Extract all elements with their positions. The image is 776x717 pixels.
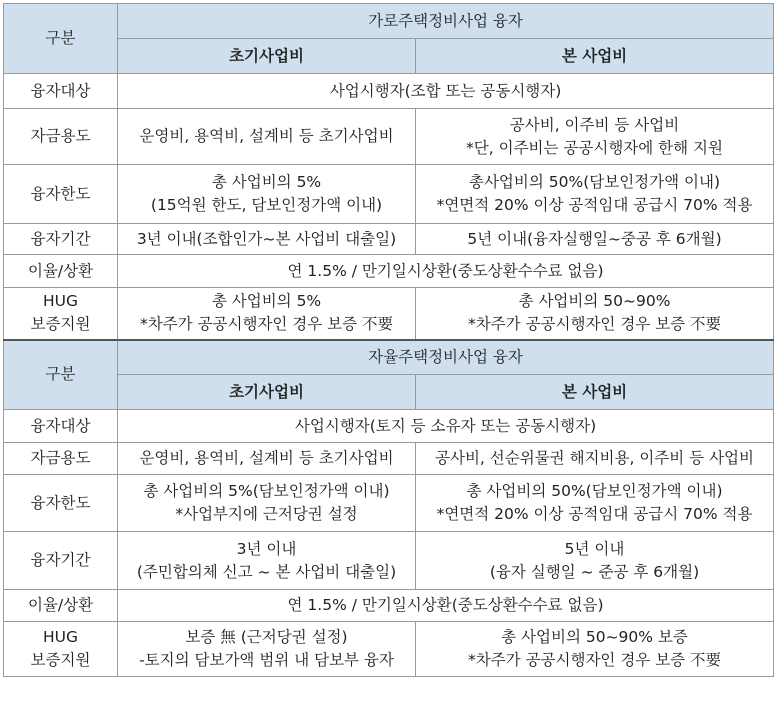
merged-cell (118, 74, 774, 109)
cell-line: 이율/상환 (27, 596, 94, 614)
table-row (4, 622, 774, 677)
cell-line: *연면적 20% 이상 공적임대 공급시 70% 적용 (436, 196, 753, 214)
initial-cost-cell (118, 224, 416, 255)
initial-cost-cell (118, 622, 416, 677)
cell-line: 총사업비의 50%(담보인정가액 이내) (468, 173, 721, 191)
cell-line: *단, 이주비는 공공시행자에 한해 지원 (466, 138, 723, 157)
row-label (4, 165, 118, 224)
cell-line: 융자한도 (30, 493, 91, 512)
initial-cost-cell (118, 532, 416, 590)
cell-line: 3년 이내 (236, 539, 297, 558)
column-header-row (4, 375, 774, 410)
cell-line: *사업부지에 근저당권 설정 (175, 505, 358, 523)
row-label (4, 109, 118, 165)
column-header-main: 본 사업비 (416, 39, 774, 74)
loan-comparison-table (3, 3, 774, 677)
cell-line: 이율/상환 (27, 261, 94, 280)
cell-line: -토지의 담보가액 범위 내 담보부 융자 (139, 651, 394, 669)
cell-line: 보증지원 (30, 651, 91, 669)
cell-line: (주민합의체 신고 ~ 본 사업비 대출일) (136, 562, 397, 581)
initial-cost-cell (118, 165, 416, 224)
cell-line: (융자 실행일 ~ 준공 후 6개월) (489, 562, 700, 581)
column-header-initial: 초기사업비 (118, 375, 416, 410)
section-title: 가로주택정비사업 융자 (118, 4, 774, 39)
initial-cost-cell (118, 443, 416, 475)
cell-line: 5년 이내 (564, 539, 625, 558)
cell-line: 보증지원 (30, 315, 91, 334)
cell-line: 자금용도 (30, 449, 91, 467)
cell-line: HUG (42, 292, 78, 311)
row-label (4, 255, 118, 288)
table-row (4, 109, 774, 165)
main-cost-cell (416, 165, 774, 224)
cell-line: 총 사업비의 50~90% 보증 (501, 628, 688, 646)
cell-line: *차주가 공공시행자인 경우 보증 不要 (467, 651, 722, 669)
main-cost-cell (416, 532, 774, 590)
cell-line: *차주가 공공시행자인 경우 보증 不要 (467, 315, 722, 334)
initial-cost-cell (118, 475, 416, 532)
cell-line: HUG (42, 628, 78, 646)
corner-cell: 구분 (4, 4, 118, 74)
cell-line: 총 사업비의 5% (211, 292, 322, 311)
cell-line: 연 1.5% / 만기일시상환(중도상환수수료 없음) (287, 261, 604, 280)
section-header-row (4, 340, 774, 375)
row-label (4, 532, 118, 590)
cell-line: 연 1.5% / 만기일시상환(중도상환수수료 없음) (287, 596, 604, 614)
cell-line: 공사비, 이주비 등 사업비 (509, 115, 680, 134)
section-title: 자율주택정비사업 융자 (118, 340, 774, 375)
main-cost-cell (416, 109, 774, 165)
cell-line: 3년 이내(조합인가~본 사업비 대출일) (136, 229, 397, 248)
cell-line: (15억원 한도, 담보인정가액 이내) (150, 196, 383, 214)
table-row (4, 410, 774, 443)
column-header-main: 본 사업비 (416, 375, 774, 410)
main-cost-cell (416, 288, 774, 340)
merged-cell (118, 590, 774, 622)
main-cost-cell (416, 224, 774, 255)
cell-line: 융자대상 (30, 81, 91, 100)
table-row (4, 165, 774, 224)
cell-line: 총 사업비의 5% (211, 173, 322, 191)
cell-line: 사업시행자(조합 또는 공동시행자) (329, 81, 562, 100)
row-label (4, 224, 118, 255)
section-header-row (4, 4, 774, 39)
row-label (4, 443, 118, 475)
cell-line: 보증 無 (근저당권 설정) (185, 628, 348, 646)
row-label (4, 622, 118, 677)
cell-line: 총 사업비의 50%(담보인정가액 이내) (466, 482, 723, 500)
row-label (4, 475, 118, 532)
cell-line: 총 사업비의 5%(담보인정가액 이내) (143, 482, 390, 500)
corner-cell: 구분 (4, 340, 118, 410)
cell-line: 융자대상 (30, 416, 91, 435)
row-label (4, 74, 118, 109)
cell-line: 사업시행자(토지 등 소유자 또는 공동시행자) (294, 416, 597, 435)
table-row (4, 288, 774, 340)
cell-line: *차주가 공공시행자인 경우 보증 不要 (139, 315, 394, 334)
cell-line: 융자한도 (30, 184, 91, 203)
table-row (4, 443, 774, 475)
table-row (4, 224, 774, 255)
table-row (4, 74, 774, 109)
table-row (4, 590, 774, 622)
initial-cost-cell (118, 109, 416, 165)
main-cost-cell (416, 443, 774, 475)
main-cost-cell (416, 622, 774, 677)
cell-line: 자금용도 (30, 127, 91, 145)
cell-line: 융자기간 (30, 551, 91, 569)
column-header-row (4, 39, 774, 74)
cell-line: 5년 이내(융자실행일~중공 후 6개월) (467, 229, 722, 248)
column-header-initial: 초기사업비 (118, 39, 416, 74)
cell-line: 운영비, 용역비, 설계비 등 초기사업비 (139, 449, 394, 467)
cell-line: 총 사업비의 50~90% (518, 292, 671, 311)
cell-line: 운영비, 용역비, 설계비 등 초기사업비 (139, 127, 394, 145)
table-body (4, 4, 774, 677)
row-label (4, 590, 118, 622)
row-label (4, 288, 118, 340)
table-row (4, 255, 774, 288)
cell-line: *연면적 20% 이상 공적임대 공급시 70% 적용 (436, 505, 753, 523)
cell-line: 공사비, 선순위물권 해지비용, 이주비 등 사업비 (435, 449, 754, 467)
initial-cost-cell (118, 288, 416, 340)
table-row (4, 532, 774, 590)
row-label (4, 410, 118, 443)
cell-line: 융자기간 (30, 229, 91, 248)
merged-cell (118, 410, 774, 443)
table-row (4, 475, 774, 532)
main-cost-cell (416, 475, 774, 532)
merged-cell (118, 255, 774, 288)
